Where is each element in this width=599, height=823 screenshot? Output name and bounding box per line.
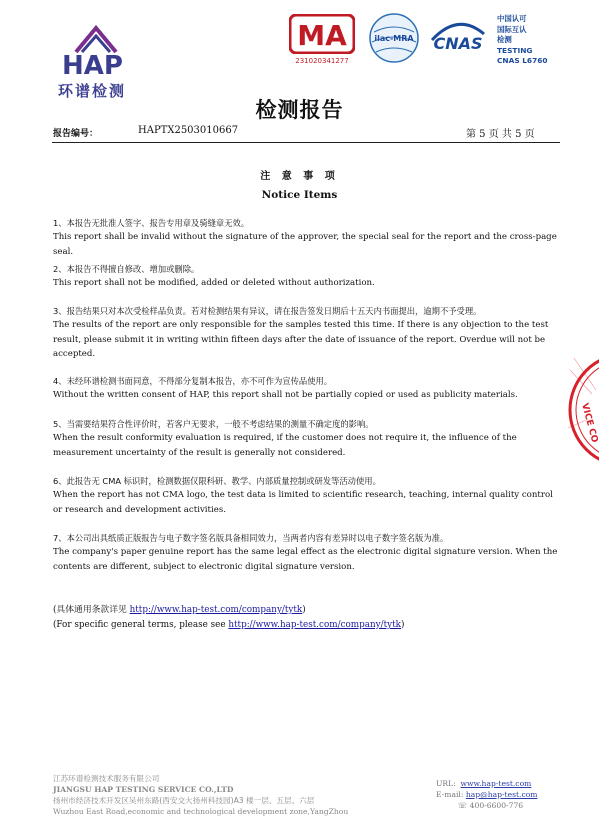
- company-name-en: JIANGSU HAP TESTING SERVICE CO.,LTD: [53, 785, 234, 794]
- cnas-text: CNAS: [433, 34, 483, 53]
- address-zh: 扬州市经济技术开发区吴州东路(西安交大扬州科技园)A3 楼一层、五层、六层: [53, 796, 315, 805]
- notice-item-en: When the report has not CMA logo, the test data is limited to scientific research, teaching, internal quality control or research and development activities.: [53, 490, 553, 515]
- notice-item-zh: 2、本报告不得擅自修改、增加或删除。: [53, 264, 200, 274]
- cnas-logo: [428, 18, 488, 58]
- notice-item-en: The results of the report are only responsible for the samples tested this time. If there is any objection to the test result, please submit it in writing within fifteen days after the date of issuance of the report. Overdue will not be accepted.: [53, 320, 549, 359]
- url-label: URL:: [436, 779, 456, 788]
- notice-item: [53, 216, 561, 259]
- ilac-mra-logo: [368, 12, 420, 64]
- terms-line-en: [53, 618, 561, 633]
- ilac-text: ilac-MRA: [374, 34, 414, 43]
- seal-text: VICE CO: [579, 402, 599, 444]
- cnas-line: TESTING: [497, 45, 533, 55]
- email-line: [436, 789, 537, 800]
- terms-suffix: ): [400, 620, 405, 630]
- notice-item: [53, 531, 561, 574]
- cnas-line: 国际互认: [497, 24, 527, 34]
- email-link[interactable]: hap@hap-test.com: [465, 790, 538, 799]
- report-number: HAPTX2503010667: [138, 125, 239, 136]
- terms-link[interactable]: http://www.hap-test.com/company/tytk: [228, 620, 401, 630]
- terms-suffix: ): [302, 605, 306, 615]
- report-number-label: 报告编号：: [53, 129, 99, 139]
- company-name-zh: 江苏环谱检测技术服务有限公司: [53, 774, 160, 783]
- cma-number: 231020341277: [295, 57, 349, 65]
- hap-logo: [58, 22, 148, 78]
- cnas-line: 中国认可: [497, 14, 527, 23]
- phone-icon: ☏: [457, 801, 468, 810]
- notice-item: [53, 417, 561, 460]
- notice-item-zh: 4、未经环谱检测书面同意，不得部分复制本报告，亦不可作为宣传品使用。: [53, 376, 333, 386]
- notice-item-en: Without the written consent of HAP, this report shall not be partially copied or used as publicity materials.: [53, 390, 518, 401]
- terms-line-zh: [53, 603, 561, 618]
- notice-item: [53, 474, 561, 517]
- general-terms: [53, 603, 561, 633]
- notice-item-en: When the result conformity evaluation is required, if the customer does not require it, the influence of the measurement uncertainty of the result is generally not considered.: [53, 433, 517, 458]
- notice-item: [53, 374, 561, 403]
- website-link[interactable]: www.hap-test.com: [460, 779, 532, 788]
- cnas-line: CNAS L6760: [497, 56, 548, 65]
- phone-line: [436, 800, 537, 811]
- logo-subtitle: 环谱检测: [58, 82, 127, 100]
- page-indicator: 第 5 页 共 5 页: [466, 129, 535, 140]
- cma-logo: [289, 14, 355, 54]
- notice-item-zh: 7、本公司出具纸质正版报告与电子数字签名版具备相同效力，当两者内容有差异时以电子数字签名版为准。: [53, 533, 449, 543]
- notice-title-zh: 注 意 事 项: [260, 171, 339, 182]
- notice-item-zh: 5、当需要结果符合性评价时，若客户无要求，一般不考虑结果的测量不确定度的影响。: [53, 419, 374, 429]
- cnas-line: 检测: [497, 35, 512, 44]
- notice-item-en: This report shall not be modified, added or deleted without authorization.: [53, 278, 375, 289]
- notice-item-zh: 1、本报告无批准人签字、报告专用章及骑缝章无效。: [53, 218, 250, 228]
- email-label: E-mail:: [436, 790, 464, 799]
- terms-link[interactable]: http://www.hap-test.com/company/tytk: [129, 605, 303, 615]
- cnas-info: [497, 14, 548, 67]
- footer-company: [53, 773, 348, 817]
- phone-number: 400-6600-776: [469, 801, 524, 810]
- page-title: 检测报告: [255, 98, 344, 122]
- notice-item-zh: 6、此报告无 CMA 标识时，检测数据仅限科研、教学、内部质量控制或研发等活动使用。: [53, 476, 381, 486]
- terms-prefix-en: (For specific general terms, please see: [53, 620, 229, 630]
- notice-item: [53, 304, 561, 361]
- notice-item-en: The company's paper genuine report has the same legal effect as the electronic digital signature version. When the contents are different, subject to electronic digital signature version.: [53, 547, 558, 572]
- notice-item-en: This report shall be invalid without the signature of the approver, the special seal for the report and the cross-page seal.: [53, 232, 557, 257]
- footer-contact: [436, 778, 537, 811]
- address-en: Wuzhou East Road,economic and technological development zone,YangZhou: [53, 807, 349, 816]
- header-divider: [52, 142, 560, 143]
- hap-logo-text: HAP: [62, 51, 123, 78]
- notice-item-zh: 3、报告结果只对本次受检样品负责。若对检测结果有异议，请在报告签发日期后十五天内书面提出，逾期不予受理。: [53, 306, 482, 316]
- notice-item: [53, 262, 561, 291]
- cma-logo-text: MA: [297, 19, 347, 52]
- terms-prefix-zh: (具体通用条款详见: [53, 605, 130, 615]
- company-seal: [566, 350, 599, 470]
- url-line: [436, 778, 537, 789]
- notice-title-en: Notice Items: [261, 189, 338, 201]
